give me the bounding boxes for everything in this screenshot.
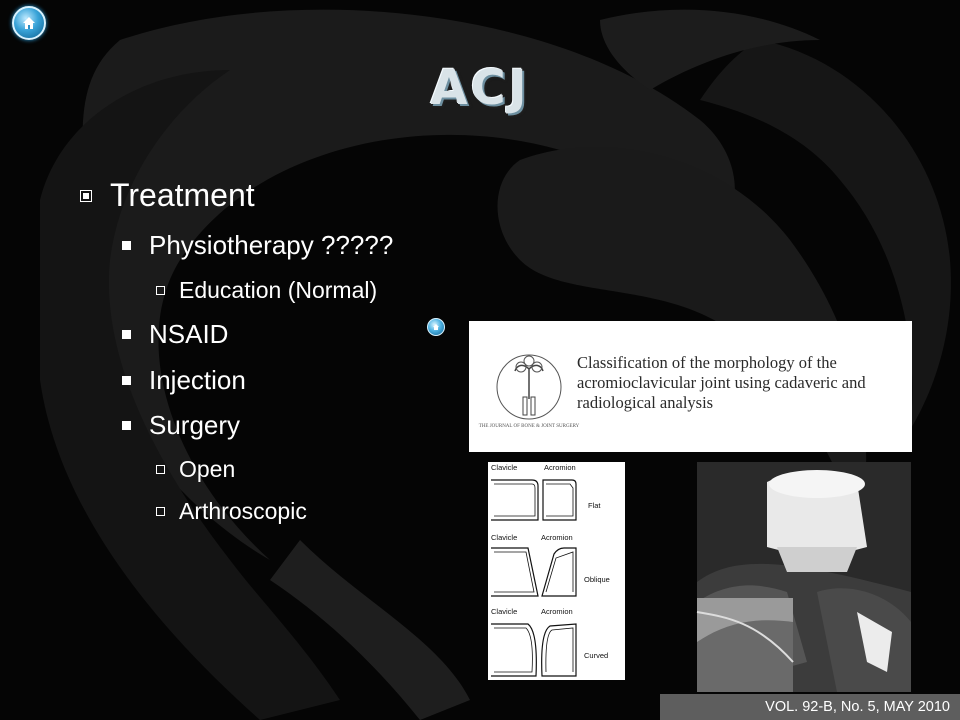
diagram-label-acromion: Acromion [541,533,573,542]
journal-logo-text: THE JOURNAL OF BONE & JOINT SURGERY [478,424,580,429]
bullet-marker [122,376,131,385]
bullet-surgery [122,410,240,441]
diagram-label-acromion: Acromion [544,463,576,472]
bullet-text: Treatment [110,177,255,213]
journal-article-title [577,353,907,413]
bullet-marker [156,465,165,474]
bullet-text: Open [179,456,236,482]
diagram-type-curved: Curved [584,651,609,660]
bullet-marker [80,190,92,202]
bullet-text: Physiotherapy ????? [149,230,394,260]
diagram-row-curved [491,607,608,676]
diagram-type-oblique: Oblique [584,575,610,584]
citation-footer: VOL. 92-B, No. 5, MAY 2010 [660,694,960,720]
bullet-nsaid [122,319,228,350]
link-button[interactable] [427,318,445,336]
journal-logo [478,339,580,435]
bullet-text: Education (Normal) [179,277,378,303]
bullet-marker [122,421,131,430]
procedure-photo [697,462,911,692]
journal-title-line: Classification of the morphology of the [577,353,837,372]
home-icon [432,323,440,331]
slide-title: ACJ [430,60,530,116]
bullet-open [156,456,235,483]
bullet-marker [156,507,165,516]
bullet-treatment [80,177,255,214]
home-button[interactable] [12,6,46,40]
bullet-text: NSAID [149,319,229,349]
acj-morphology-diagram [488,462,625,680]
bullet-injection [122,365,246,396]
bullet-education [156,277,377,304]
diagram-type-flat: Flat [588,501,601,510]
home-icon [21,15,37,31]
journal-header-image [469,321,912,452]
bullet-marker [156,286,165,295]
bullet-marker [122,330,131,339]
diagram-label-clavicle: Clavicle [491,607,518,616]
bullet-arthroscopic [156,498,307,525]
bullet-physiotherapy [122,230,393,261]
diagram-label-acromion: Acromion [541,607,573,616]
diagram-row-oblique [491,533,610,596]
journal-title-line: radiological analysis [577,393,714,412]
diagram-label-clavicle: Clavicle [491,533,518,542]
bullet-marker [122,241,131,250]
bullet-text: Surgery [149,410,241,440]
diagram-label-clavicle: Clavicle [491,463,518,472]
procedure-photo-illustration [697,462,911,692]
bullet-text: Arthroscopic [179,498,307,524]
journal-title-line: acromioclavicular joint using cadaveric and [577,373,866,392]
diagram-row-flat [491,463,601,520]
bullet-text: Injection [149,365,246,395]
